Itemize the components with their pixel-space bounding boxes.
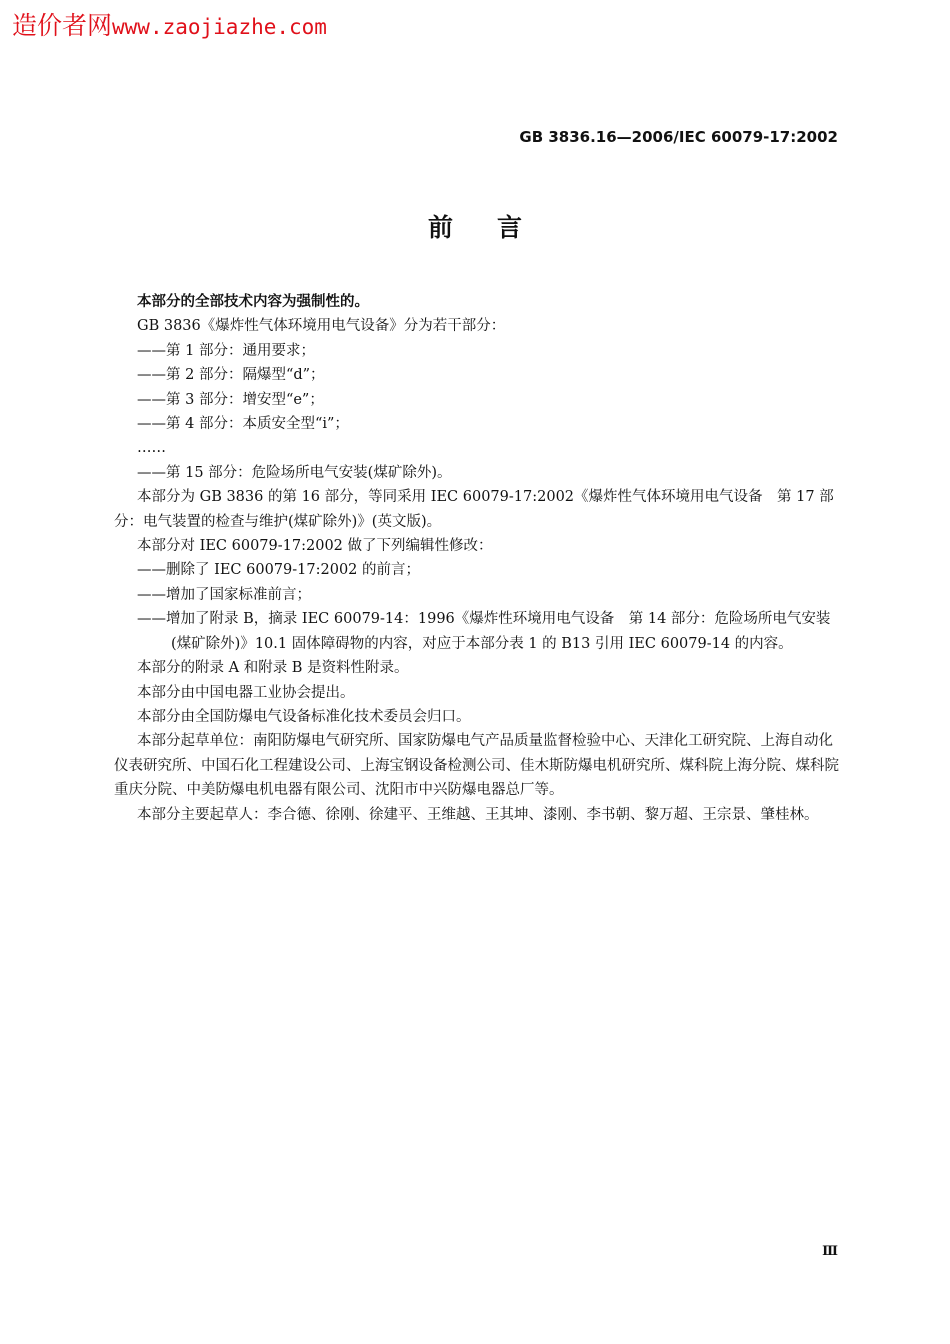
watermark-url[interactable]: www.zaojiazhe.com — [112, 15, 327, 39]
page-title: 前言 — [427, 213, 566, 242]
document-body — [114, 290, 842, 827]
paragraph-annexes: 本部分的附录 A 和附录 B 是资料性附录。 — [137, 660, 409, 677]
paragraph-centralized-by: 本部分由全国防爆电气设备标准化技术委员会归口。 — [137, 708, 471, 725]
list-item-part-3: ——第 3 部分：增安型“e”； — [137, 391, 324, 408]
list-item-part-4: ——第 4 部分：本质安全型“i”； — [137, 416, 349, 433]
list-ellipsis: …… — [137, 440, 166, 457]
paragraph-series-intro: GB 3836《爆炸性气体环境用电气设备》分为若干部分： — [137, 318, 506, 335]
paragraph-drafting-units: 本部分起草单位：南阳防爆电气研究所、国家防爆电气产品质量监督检验中心、天津化工研究院、上海自动化仪表研究所、中国石化工程建设公司、上海宝钢设备检测公司、佳木斯防爆电机研究所、煤科院上海分院、煤科院重庆分院、中美防爆电机电器有限公司、沈阳市中兴防爆电器总厂等。 — [114, 733, 839, 799]
paragraph-mandatory: 本部分的全部技术内容为强制性的。 — [137, 294, 369, 310]
watermark — [12, 6, 327, 42]
list-item-part-15: ——第 15 部分：危险场所电气安装(煤矿除外)。 — [137, 464, 452, 481]
paragraph-adoption: 本部分为 GB 3836 的第 16 部分，等同采用 IEC 60079-17:2002《爆炸性气体环境用电气设备 第 17 部分：电气装置的检查与维护(煤矿除外)》(英文版)。 — [114, 489, 834, 530]
page-number: Ⅲ — [822, 1244, 838, 1259]
paragraph-proposed-by: 本部分由中国电器工业协会提出。 — [137, 684, 355, 701]
standard-code: GB 3836.16—2006/IEC 60079-17:2002 — [519, 128, 838, 146]
paragraph-modifications-intro: 本部分对 IEC 60079-17:2002 做了下列编辑性修改： — [137, 538, 493, 555]
list-item-deleted-foreword: ——删除了 IEC 60079-17:2002 的前言； — [137, 562, 420, 579]
list-item-part-1: ——第 1 部分：通用要求； — [137, 342, 315, 359]
list-item-added-foreword: ——增加了国家标准前言； — [137, 586, 311, 603]
watermark-site-name: 造价者网 — [12, 11, 113, 40]
paragraph-drafters: 本部分主要起草人：李合德、徐刚、徐建平、王维越、王其坤、漆刚、李书朝、黎万超、王宗景、肇桂林。 — [137, 806, 819, 823]
list-item-part-2: ——第 2 部分：隔爆型“d”； — [137, 367, 325, 384]
list-item-added-annex-b: ——增加了附录 B，摘录 IEC 60079-14：1996《爆炸性环境用电气设备 第 14 部分：危险场所电气安装(煤矿除外)》10.1 固体障碍物的内容，对应于本部分表 1 的 B13 引用 IEC 60079-14 的内容。 — [137, 611, 831, 652]
